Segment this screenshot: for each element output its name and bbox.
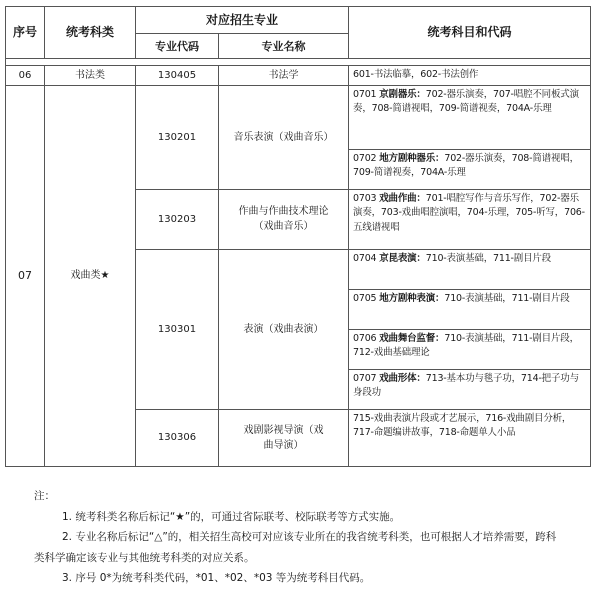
m3-subject-0707 — [349, 369, 591, 409]
subject-title: 京剧器乐： — [379, 88, 426, 100]
m4-name: 戏剧影视导演（戏曲导演） — [219, 409, 349, 466]
subject-text: 701-唱腔写作与音乐写作，702-器乐演奏，703-戏曲唱腔演唱，704-乐理，705-听写，706-五线谱视唱 — [353, 192, 585, 233]
header-subjects: 统考科目和代码 — [349, 7, 591, 59]
note-1: 1. 统考科类名称后标记“★”的，可通过省际联考、校际联考等方式实施。 — [62, 510, 401, 523]
header-major-name: 专业名称 — [219, 34, 349, 59]
m3-code: 130301 — [136, 249, 219, 409]
row06-seq: 06 — [6, 66, 45, 86]
subject-code: 0707 — [353, 372, 377, 384]
m3-subject-0705 — [349, 289, 591, 329]
m1-subject-0702 — [349, 149, 591, 189]
m4-subject: 715-戏曲表演片段或才艺展示，716-戏曲剧目分析，717-命题编讲故事，718-命题单人小品 — [349, 409, 591, 466]
row07-category: 戏曲类★ — [45, 85, 136, 466]
notes-title: 注： — [34, 490, 55, 502]
m3-name: 表演（戏曲表演） — [219, 249, 349, 409]
m2-code: 130203 — [136, 189, 219, 249]
subject-title: 戏曲形体： — [379, 372, 426, 384]
subject-code: 0703 — [353, 192, 377, 204]
m1-code: 130201 — [136, 85, 219, 189]
note-2: 2. 专业名称后标记“△”的，相关招生高校可对应该专业所在的我省统考科类，也可根据人才培养需要，跨科类科学确定该专业与其他统考科类的对应关系。 — [34, 531, 557, 564]
m2-subject-0703 — [349, 189, 591, 249]
row06-category: 书法类 — [45, 66, 136, 86]
note-3: 3. 序号 0*为统考科类代码，*01、*02、*03 等为统考科目代码。 — [62, 572, 371, 584]
m1-name: 音乐表演（戏曲音乐） — [219, 85, 349, 189]
subjects-table — [5, 6, 591, 467]
m3-subject-0706 — [349, 329, 591, 369]
subject-text: 713-基本功与毯子功，714-把子功与身段功 — [353, 372, 579, 399]
row06-name: 书法学 — [219, 66, 349, 86]
subject-text: 702-器乐演奏，707-唱腔不同板式演奏，708-简谱视唱，709-简谱视奏，704A-乐理 — [353, 88, 579, 115]
subject-code: 0702 — [353, 152, 377, 164]
header-major-group: 对应招生专业 — [136, 7, 349, 34]
subject-code: 0706 — [353, 332, 377, 344]
subject-text: 710-表演基础，711-剧目片段 — [425, 252, 551, 264]
header-seq: 序号 — [6, 7, 45, 59]
subject-text: 702-器乐演奏，708-简谱视唱，709-简谱视奏，704A-乐理 — [353, 152, 579, 179]
subject-title: 戏曲舞台监督： — [379, 332, 445, 344]
header-major-code: 专业代码 — [136, 34, 219, 59]
subject-title: 地方剧种表演： — [379, 292, 445, 304]
row06-subjects: 601-书法临摹，602-书法创作 — [349, 66, 591, 86]
m2-name: 作曲与作曲技术理论（戏曲音乐） — [219, 189, 349, 249]
row07-seq: 07 — [6, 85, 45, 466]
m1-subject-0701 — [349, 85, 591, 149]
subject-code: 0701 — [353, 88, 377, 100]
subject-title: 京昆表演： — [379, 252, 426, 264]
subject-text: 710-表演基础，711-剧目片段，712-戏曲基础理论 — [353, 332, 579, 359]
subject-code: 0705 — [353, 292, 377, 304]
subject-title: 地方剧种器乐： — [379, 152, 445, 164]
subject-text: 710-表演基础，711-剧目片段 — [444, 292, 570, 304]
m3-subject-0704 — [349, 249, 591, 289]
subject-code: 0704 — [353, 252, 377, 264]
m4-code: 130306 — [136, 409, 219, 466]
notes — [34, 486, 564, 589]
row06-code: 130405 — [136, 66, 219, 86]
subject-title: 戏曲作曲： — [379, 192, 426, 204]
header-category: 统考科类 — [45, 7, 136, 59]
header-separator — [6, 59, 591, 66]
